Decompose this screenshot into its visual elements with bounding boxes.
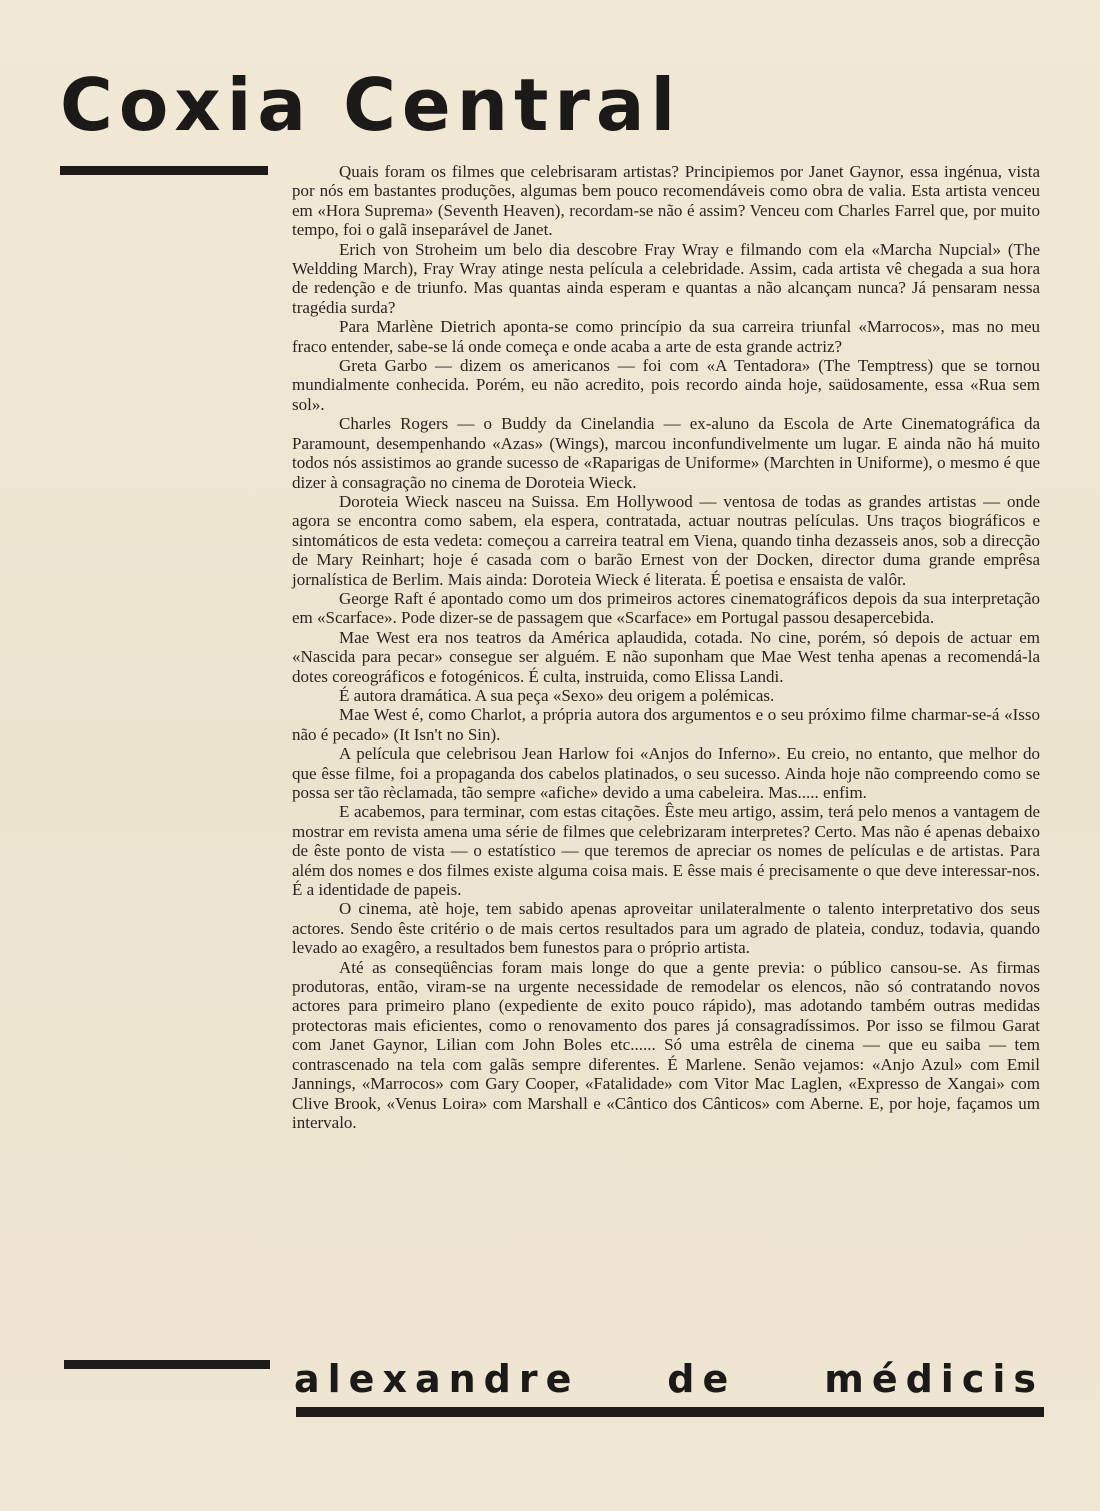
paragraph: Charles Rogers — o Buddy da Cinelandia — ex-aluno da Escola de Arte Cinematográfica da Paramount, desempenhando «Azas» (Wings), marcou inconfundivelmente um lugar. E ainda não há muito todos nós assistimos ao grande sucesso de «Raparigas de Uniforme» (Marchten in Uniforme), o mesmo é que dizer à consagração no cinema de Doroteia Wieck. xyxy=(292,414,1040,492)
paragraph: E acabemos, para terminar, com estas citações. Êste meu artigo, assim, terá pelo menos a vantagem de mostrar em revista amena uma série de filmes que celebrizaram interpretes? Certo. Mas não é apenas debaixo de êste ponto de vista — o estatístico — que teremos de apreciar os nomes de películas e de artistas. Para além dos nomes e dos filmes existe alguma coisa mais. E êsse mais é precisamente o que deve interessar-nos. É a identidade de papeis. xyxy=(292,802,1040,900)
article-body xyxy=(292,162,1040,1132)
paragraph: George Raft é apontado como um dos primeiros actores cinematográficos depois da sua interpretação em «Scarface». Pode dizer-se de passagem que «Scarface» em Portugal passou desapercebida. xyxy=(292,588,1040,628)
title-rule xyxy=(60,166,268,175)
paragraph: Greta Garbo — dizem os americanos — foi com «A Tentadora» (The Temptress) que se tornou mundialmente conhecida. Porém, eu não acredito, pois recordo ainda hoje, saüdosamente, essa «Rua sem sol». xyxy=(292,356,1040,414)
paragraph: É autora dramática. A sua peça «Sexo» deu origem a polémicas. xyxy=(339,685,775,705)
paragraph: Até as conseqüências foram mais longe do que a gente previa: o público cansou-se. As firmas produtoras, então, viram-se na urgente necessidade de remodelar os elencos, não só contratando novos actores para primeiro plano (expediente de exito pouco rápido), mas adotando também outras medidas protectoras mais eficientes, como o renovamento dos pares já consagradíssimos. Por isso se filmou Garat com Janet Gaynor, Lilian com John Boles etc...... Só uma estrêla de cinema — que eu saiba — tem contrascenado na tela com galãs sempre diferentes. É Marlene. Senão vejamos: «Anjo Azul» com Emil Jannings, «Marrocos» com Gary Cooper, «Fatalidade» com Vitor Mac Laglen, «Expresso de Xangai» com Clive Brook, «Venus Loira» com Marshall e «Cântico dos Cânticos» com Aberne. E, por hoje, façamos um intervalo. xyxy=(292,957,1040,1132)
paragraph: Mae West era nos teatros da América aplaudida, cotada. No cine, porém, só depois de actuar em «Nascida para pecar» consegue ser alguém. E não suponham que Mae West tenha apenas a recomendá-la dotes coreográficos e fotogénicos. É culta, instruida, como Elissa Landi. xyxy=(292,627,1040,686)
author-rule-bottom xyxy=(296,1407,1044,1417)
paragraph: Erich von Stroheim um belo dia descobre Fray Wray e filmando com ela «Marcha Nupcial» (The Weldding March), Fray Wray atinge nesta película a celebridade. Assim, cada artista vê chegada a sua hora de redenção e de triunfo. Mas quantas ainda esperam e quantas a não alcançam nunca? Já pensaram nessa tragédia surda? xyxy=(292,239,1040,317)
paragraph: Doroteia Wieck nasceu na Suissa. Em Hollywood — ventosa de todas as grandes artistas — onde agora se encontra como sabem, ela espera, contratada, actuar noutras películas. Uns traços biográficos e sintomáticos de esta vedeta: começou a carreira teatral em Viena, quando tinha dezasseis anos, sob a direcção de Mary Reinhart; hoje é casada com o barão Ernest von der Docken, director duma grande emprêsa jornalística de Berlim. Mais ainda: Doroteia Wieck é literata. É poetisa e ensaista de valôr. xyxy=(292,491,1040,589)
paragraph: O cinema, atè hoje, tem sabido apenas aproveitar unilateralmente o talento interpretativo dos seus actores. Sendo êste critério o de mais certos resultados para um agrado de plateia, conduz, todavia, quando levado ao exagêro, a resultados bem funestos para o próprio artista. xyxy=(292,899,1040,958)
paragraph: A película que celebrisou Jean Harlow foi «Anjos do Inferno». Eu creio, no entanto, que melhor do que êsse filme, foi a propaganda dos cabelos platinados, o seu sucesso. Ainda hoje não compreendo como se possa ser tão rèclamada, tão sempre «afiche» devido a uma cabeleira. Mas..... enfim. xyxy=(292,744,1040,802)
paragraph: Mae West é, como Charlot, a própria autora dos argumentos e o seu próximo filme charmar-se-á «Isso não é pecado» (It Isn't no Sin). xyxy=(292,705,1040,744)
author-rule-left xyxy=(64,1360,270,1369)
author-byline: alexandre de médicis xyxy=(294,1357,1044,1401)
article-title: Coxia Central xyxy=(60,63,682,147)
paragraph: Para Marlène Dietrich aponta-se como princípio da sua carreira triunfal «Marrocos», mas no meu fraco entender, sabe-se lá onde começa e onde acaba a arte de esta grande actriz? xyxy=(292,317,1040,356)
paragraph: Quais foram os filmes que celebrisaram artistas? Principiemos por Janet Gaynor, essa ingénua, vista por nós em bastantes produções, algumas bem pouco recomendáveis como obra de valia. Esta artista venceu em «Hora Suprema» (Seventh Heaven), recordam-se não é assim? Venceu com Charles Farrel que, por muito tempo, foi o galã inseparável de Janet. xyxy=(292,162,1040,240)
